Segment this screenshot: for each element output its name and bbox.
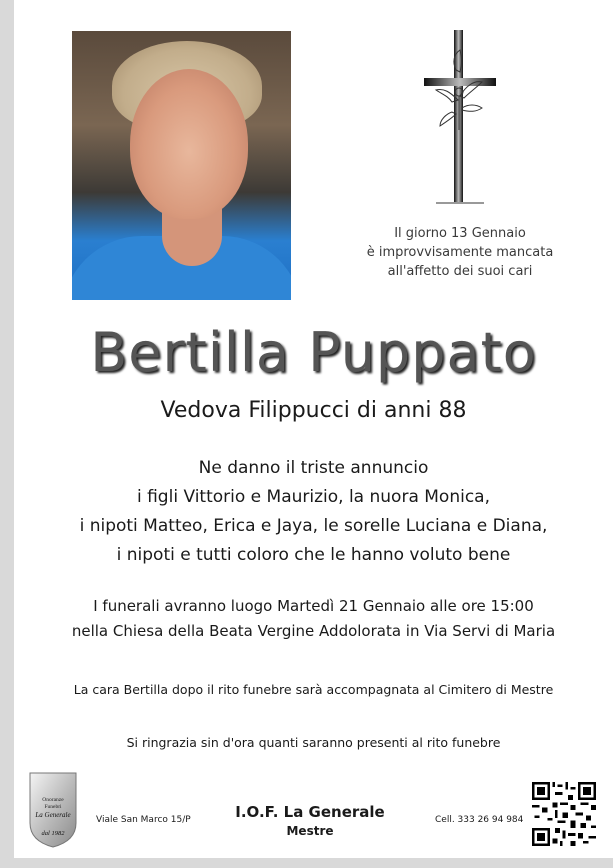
family-line-1: Ne danno il triste annuncio <box>198 458 429 478</box>
announcement-text <box>340 224 580 281</box>
logo-line-1: Onoranze <box>42 797 64 803</box>
company-name: I.O.F. La Generale <box>235 803 385 821</box>
announcement-line-2: è improvvisamente mancata <box>366 245 554 260</box>
logo-line-3: La Generale <box>35 811 71 819</box>
company-city: Mestre <box>286 824 334 838</box>
company-address: Viale San Marco 15/P <box>96 815 191 825</box>
logo-line-4: dal 1982 <box>41 830 65 837</box>
family-announcement <box>14 454 613 570</box>
logo-line-2: Funebri <box>44 804 62 810</box>
funeral-details <box>14 594 613 644</box>
family-line-2: i figli Vittorio e Maurizio, la nuora Monica, <box>136 487 491 507</box>
cemetery-note: La cara Bertilla dopo il rito funebre sarà accompagnata al Cimitero di Mestre <box>73 682 554 697</box>
family-line-4: i nipoti e tutti coloro che le hanno voluto bene <box>116 545 511 565</box>
announcement-line-3: all'affetto dei suoi cari <box>387 264 533 279</box>
photo-face <box>130 69 248 219</box>
family-line-3: i nipoti Matteo, Erica e Jaya, le sorelle Luciana e Diana, <box>79 516 548 536</box>
company-phone: Cell. 333 26 94 984 <box>435 815 524 825</box>
funeral-line-2: nella Chiesa della Beata Vergine Addolorata in Via Servi di Maria <box>71 622 556 640</box>
portrait-photo <box>72 31 291 300</box>
funeral-line-1: I funerali avranno luogo Martedì 21 Gennaio alle ore 15:00 <box>93 597 534 615</box>
company-block <box>210 803 410 841</box>
funeral-home-logo <box>24 771 82 849</box>
thanks-note: Si ringrazia sin d'ora quanti saranno presenti al rito funebre <box>126 735 501 750</box>
deceased-name: Bertilla Puppato <box>90 321 537 384</box>
announcement-line-1: Il giorno 13 Gennaio <box>394 226 526 241</box>
cross-with-lilies-icon <box>422 30 498 206</box>
deceased-subtitle: Vedova Filippucci di anni 88 <box>160 398 467 423</box>
qr-code-icon <box>532 782 596 846</box>
